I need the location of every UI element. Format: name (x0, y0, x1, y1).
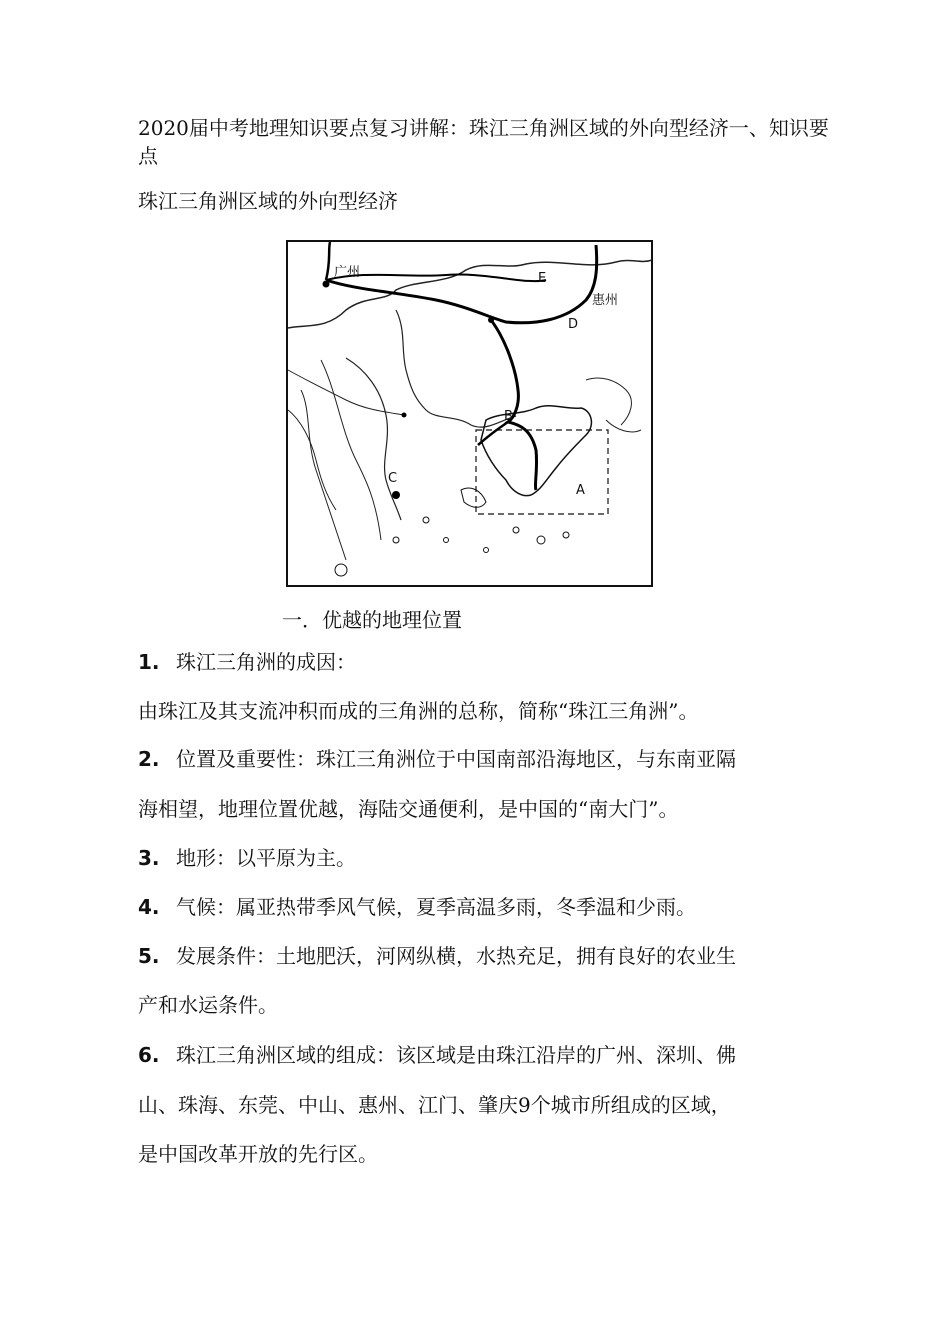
item-2-heading (138, 746, 736, 772)
document-title: 2020届中考地理知识要点复习讲解：珠江三角洲区域的外向型经济一、知识要点 (138, 116, 829, 168)
map-label-d: D (568, 317, 579, 332)
item-6-body-2: 是中国改革开放的先行区。 (138, 1142, 378, 1166)
item-6-body-1: 山、珠海、东莞、中山、惠州、江门、肇庆9个城市所组成的区域， (138, 1093, 731, 1117)
document-subtitle: 珠江三角洲区域的外向型经济 (138, 189, 398, 213)
item-6-heading (138, 1042, 736, 1068)
item-text: 地形：以平原为主。 (176, 846, 356, 870)
item-text: 位置及重要性：珠江三角洲位于中国南部沿海地区，与东南亚隔 (176, 747, 736, 771)
item-1-heading (138, 649, 356, 675)
item-5-heading (138, 943, 736, 969)
item-4-heading (138, 894, 696, 920)
map-label-c: C (388, 471, 398, 486)
item-number: 1. (138, 650, 160, 674)
item-5-body: 产和水运条件。 (138, 993, 278, 1017)
map-label-huizhou: 惠州 (592, 293, 619, 308)
item-number: 2. (138, 747, 160, 771)
item-1-body: 由珠江及其支流冲积而成的三角洲的总称，简称“珠江三角洲”。 (138, 699, 699, 723)
item-number: 3. (138, 846, 160, 870)
item-number: 6. (138, 1043, 160, 1067)
map-label-a: A (576, 483, 585, 498)
item-text: 珠江三角洲区域的组成：该区域是由珠江沿岸的广州、深圳、佛 (176, 1043, 736, 1067)
map-label-e: E (538, 271, 547, 286)
map-label-b: B (504, 409, 513, 424)
pearl-river-delta-map (286, 240, 653, 587)
item-number: 4. (138, 895, 160, 919)
section-heading: 一．优越的地理位置 (282, 608, 462, 632)
item-text: 发展条件：土地肥沃，河网纵横，水热充足，拥有良好的农业生 (176, 944, 736, 968)
map-label-guangzhou: 广州 (334, 265, 361, 280)
item-text: 气候：属亚热带季风气候，夏季高温多雨，冬季温和少雨。 (176, 895, 696, 919)
item-3-heading (138, 845, 356, 871)
item-2-body: 海相望，地理位置优越，海陆交通便利，是中国的“南大门”。 (138, 797, 679, 821)
item-number: 5. (138, 944, 160, 968)
item-text: 珠江三角洲的成因： (176, 650, 356, 674)
